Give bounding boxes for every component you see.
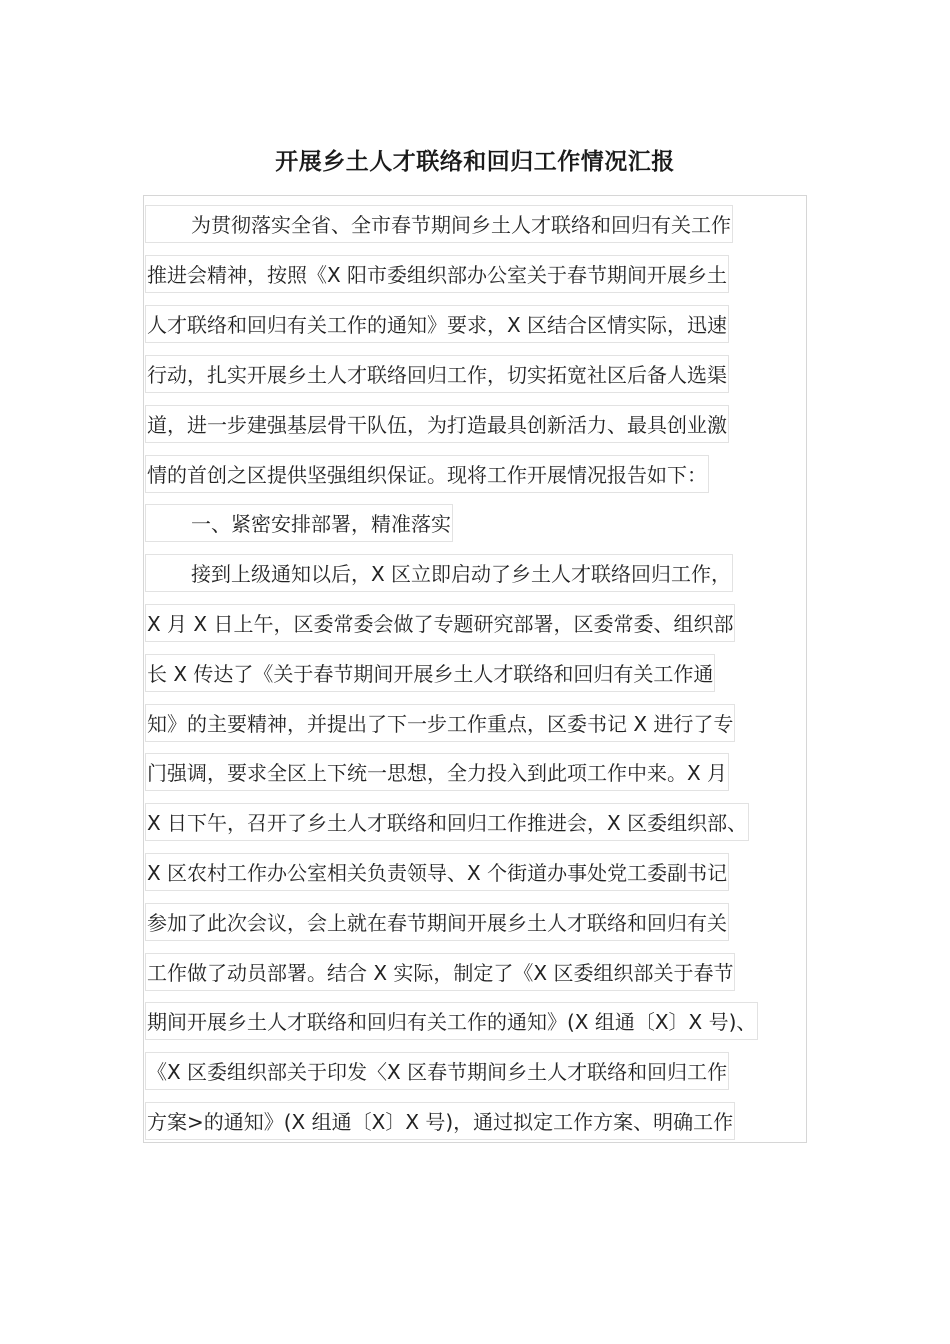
- paragraph-line: 门强调，要求全区上下统一思想，全力投入到此项工作中来。X 月: [145, 753, 729, 791]
- section-heading: 一、紧密安排部署，精准落实: [145, 504, 453, 542]
- paragraph-line: 长 X 传达了《关于春节期间开展乡土人才联络和回归有关工作通: [145, 654, 715, 692]
- paragraph-line: 行动，扎实开展乡土人才联络回归工作，切实拓宽社区后备人选渠: [145, 355, 729, 393]
- paragraph-line: 参加了此次会议，会上就在春节期间开展乡土人才联络和回归有关: [145, 903, 729, 941]
- document-title: 开展乡土人才联络和回归工作情况汇报: [275, 149, 675, 175]
- paragraph-line: 方案>的通知》(X 组通〔X〕X 号)，通过拟定工作方案、明确工作: [145, 1102, 735, 1140]
- paragraph-line: 为贯彻落实全省、全市春节期间乡土人才联络和回归有关工作: [145, 205, 733, 243]
- paragraph-line: 道，进一步建强基层骨干队伍，为打造最具创新活力、最具创业激: [145, 405, 729, 443]
- paragraph-line: X 月 X 日上午，区委常委会做了专题研究部署，区委常委、组织部: [145, 604, 735, 642]
- paragraph-line: 知》的主要精神，并提出了下一步工作重点，区委书记 X 进行了专: [145, 704, 735, 742]
- paragraph-line: 推进会精神，按照《X 阳市委组织部办公室关于春节期间开展乡土: [145, 255, 729, 293]
- paragraph-line: 工作做了动员部署。结合 X 实际，制定了《X 区委组织部关于春节: [145, 953, 735, 991]
- paragraph-line: 《X 区委组织部关于印发〈X 区春节期间乡土人才联络和回归工作: [145, 1052, 729, 1090]
- paragraph-line: 人才联络和回归有关工作的通知》要求，X 区结合区情实际，迅速: [145, 305, 729, 343]
- paragraph-line: X 日下午，召开了乡土人才联络和回归工作推进会，X 区委组织部、: [145, 803, 749, 841]
- paragraph-line: X 区农村工作办公室相关负责领导、X 个街道办事处党工委副书记: [145, 853, 729, 891]
- paragraph-line: 情的首创之区提供坚强组织保证。现将工作开展情况报告如下：: [145, 455, 709, 493]
- paragraph-line: 期间开展乡土人才联络和回归有关工作的通知》(X 组通〔X〕X 号)、: [145, 1002, 758, 1040]
- paragraph-line: 接到上级通知以后，X 区立即启动了乡土人才联络回归工作，: [145, 554, 733, 592]
